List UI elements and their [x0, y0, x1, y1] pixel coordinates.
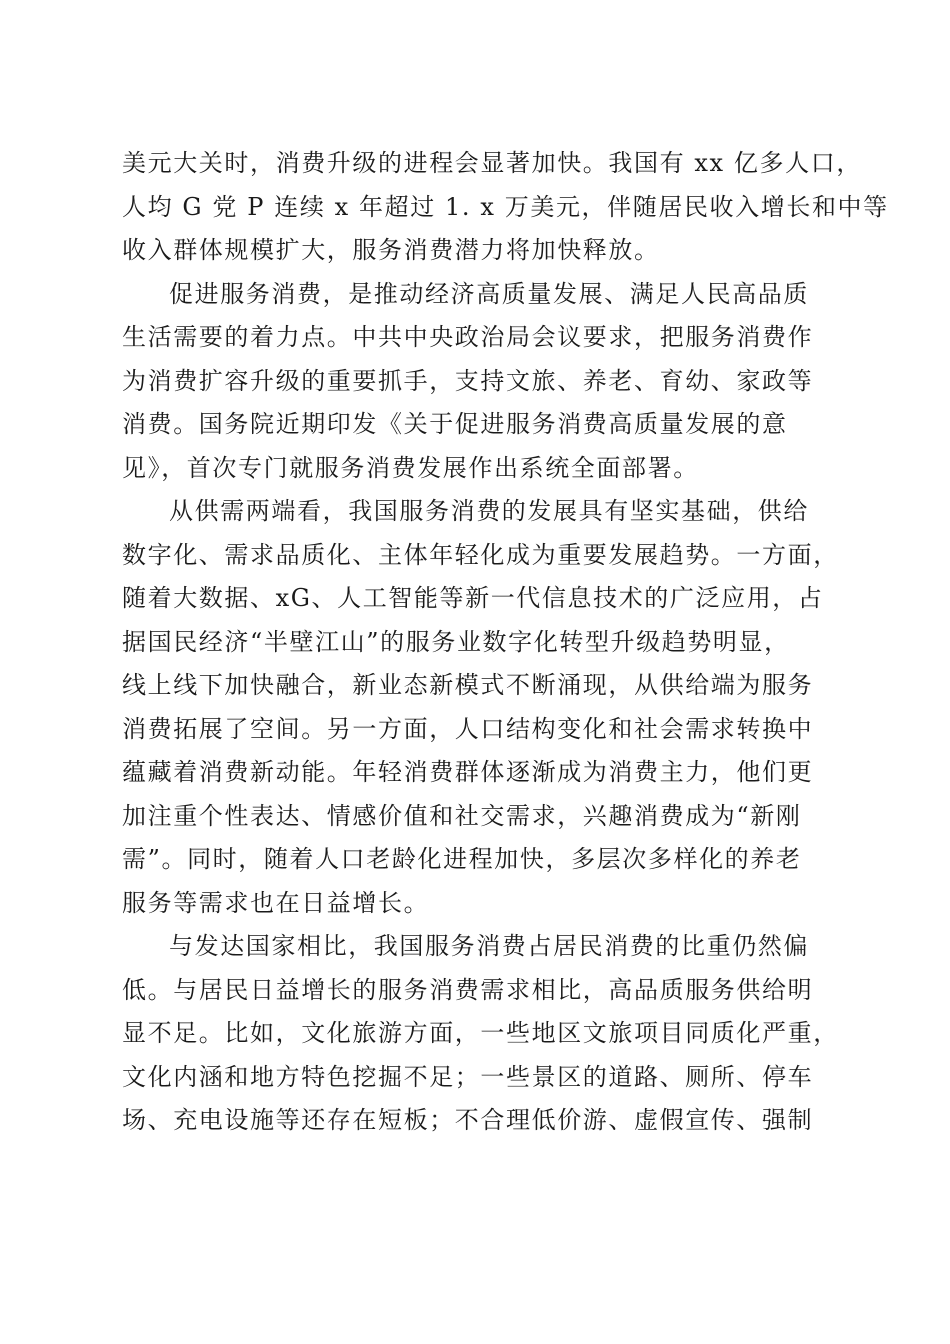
text-line: 随着大数据、xG、人工智能等新一代信息技术的广泛应用，占 — [122, 584, 824, 612]
body-text — [122, 142, 889, 1143]
text-line: 为消费扩容升级的重要抓手，支持文旅、养老、育幼、家政等 — [122, 366, 814, 395]
text-line: 从供需两端看，我国服务消费的发展具有坚实基础，供给 — [169, 497, 809, 525]
text-line: 低。与居民日益增长的服务消费需求相比，高品质服务供给明 — [122, 975, 814, 1004]
text-line: 文化内涵和地方特色挖掘不足；一些景区的道路、厕所、停车 — [122, 1062, 814, 1091]
text-line: 收入群体规模扩大，服务消费潜力将加快释放。 — [122, 236, 660, 264]
text-line: 生活需要的着力点。中共中央政治局会议要求，把服务消费作 — [122, 323, 814, 351]
text-line: 人均 G 党 P 连续 x 年超过 1. x 万美元，伴随居民收入增长和中等 — [122, 192, 889, 221]
text-line: 蕴藏着消费新动能。年轻消费群体逐渐成为消费主力，他们更 — [122, 758, 814, 786]
text-line: 促进服务消费，是推动经济高质量发展、满足人民高品质 — [169, 279, 809, 308]
text-line: 见》，首次专门就服务消费发展作出系统全面部署。 — [122, 453, 699, 482]
text-line: 与发达国家相比，我国服务消费占居民消费的比重仍然偏 — [169, 932, 809, 960]
text-line: 加注重个性表达、情感价值和社交需求，兴趣消费成为“新刚 — [122, 801, 802, 830]
text-line: 消费拓展了空间。另一方面，人口结构变化和社会需求转换中 — [122, 714, 814, 743]
text-line: 据国民经济“半壁江山”的服务业数字化转型升级趋势明显， — [122, 627, 790, 656]
text-line: 显不足。比如，文化旅游方面，一些地区文旅项目同质化严重， — [122, 1019, 839, 1047]
text-line: 消费。国务院近期印发《关于促进服务消费高质量发展的意 — [122, 410, 788, 438]
text-line: 美元大关时，消费升级的进程会显著加快。我国有 xx 亿多人口， — [122, 149, 862, 177]
text-line: 需”。同时，随着人口老龄化进程加快，多层次多样化的养老 — [122, 845, 802, 873]
text-line: 场、充电设施等还存在短板；不合理低价游、虚假宣传、强制 — [122, 1106, 814, 1134]
text-line: 数字化、需求品质化、主体年轻化成为重要发展趋势。一方面， — [122, 540, 839, 569]
text-line: 服务等需求也在日益增长。 — [122, 888, 430, 917]
text-line: 线上线下加快融合，新业态新模式不断涌现，从供给端为服务 — [122, 671, 814, 699]
